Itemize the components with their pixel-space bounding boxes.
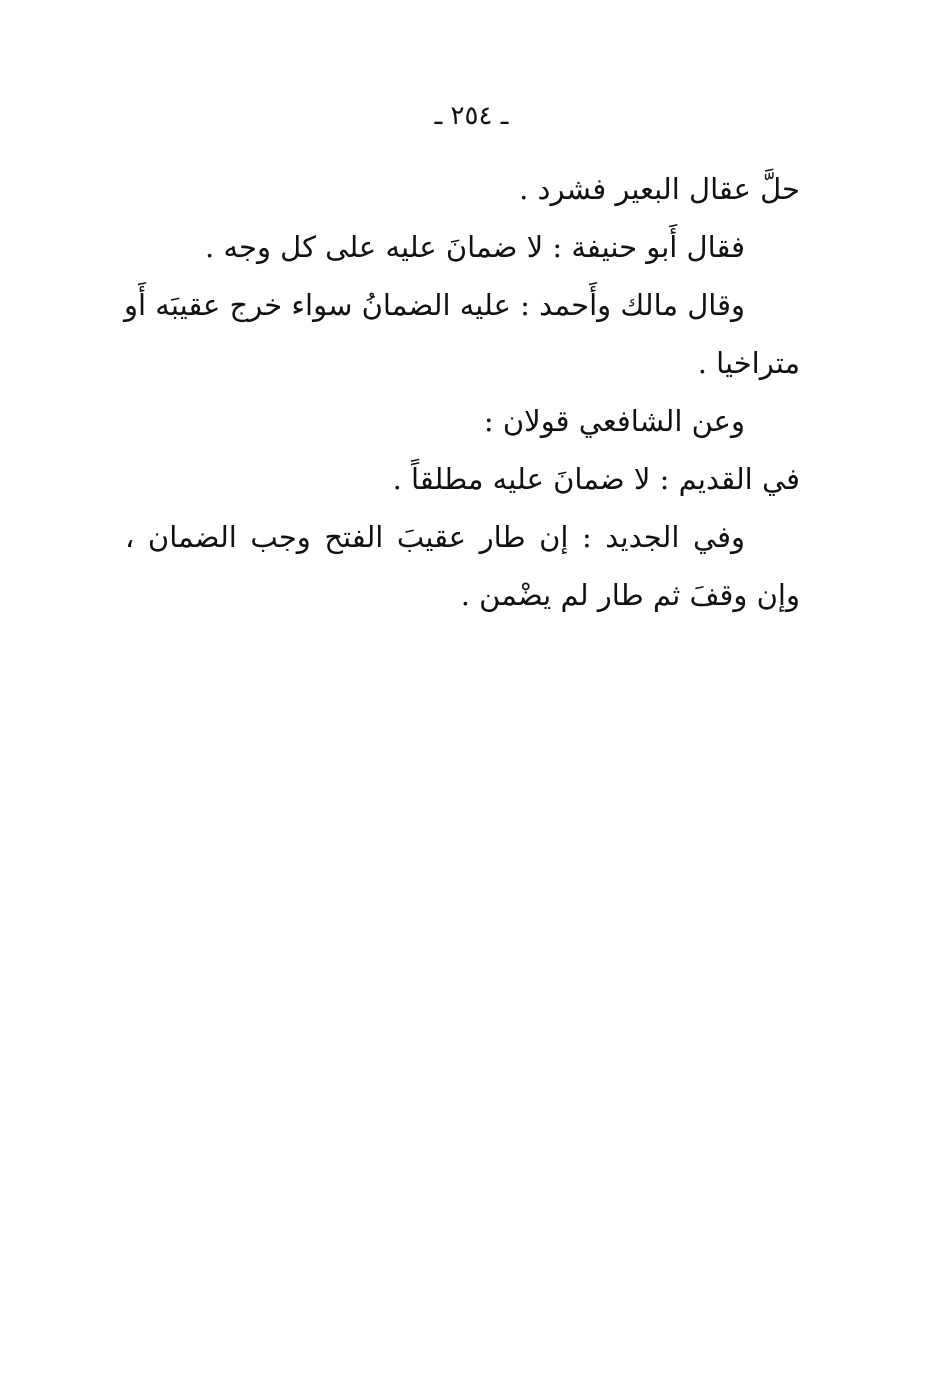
text-line-6: في القديم : لا ضمانَ عليه مطلقاً . xyxy=(392,462,800,496)
text-line-1: حلَّ عقال البعير فشرد . xyxy=(519,172,800,206)
text-line-2: فقال أَبو حنيفة : لا ضمانَ عليه على كل وجه . xyxy=(205,230,745,264)
text-line-8: وإن وقفَ ثم طار لم يضْمن . xyxy=(460,578,800,612)
page-number: ـ ٢٥٤ ـ xyxy=(434,101,509,131)
text-line-7: وفي الجديد : إن طار عقيبَ الفتح وجب الضمان ، xyxy=(125,520,745,554)
page-body xyxy=(125,160,800,624)
text-line-4: متراخيا . xyxy=(697,346,800,380)
text-line-3: وقال مالك وأَحمد : عليه الضمانُ سواء خرج عقيبَه أَو xyxy=(124,288,745,322)
text-line-5: وعن الشافعي قولان : xyxy=(483,404,745,438)
